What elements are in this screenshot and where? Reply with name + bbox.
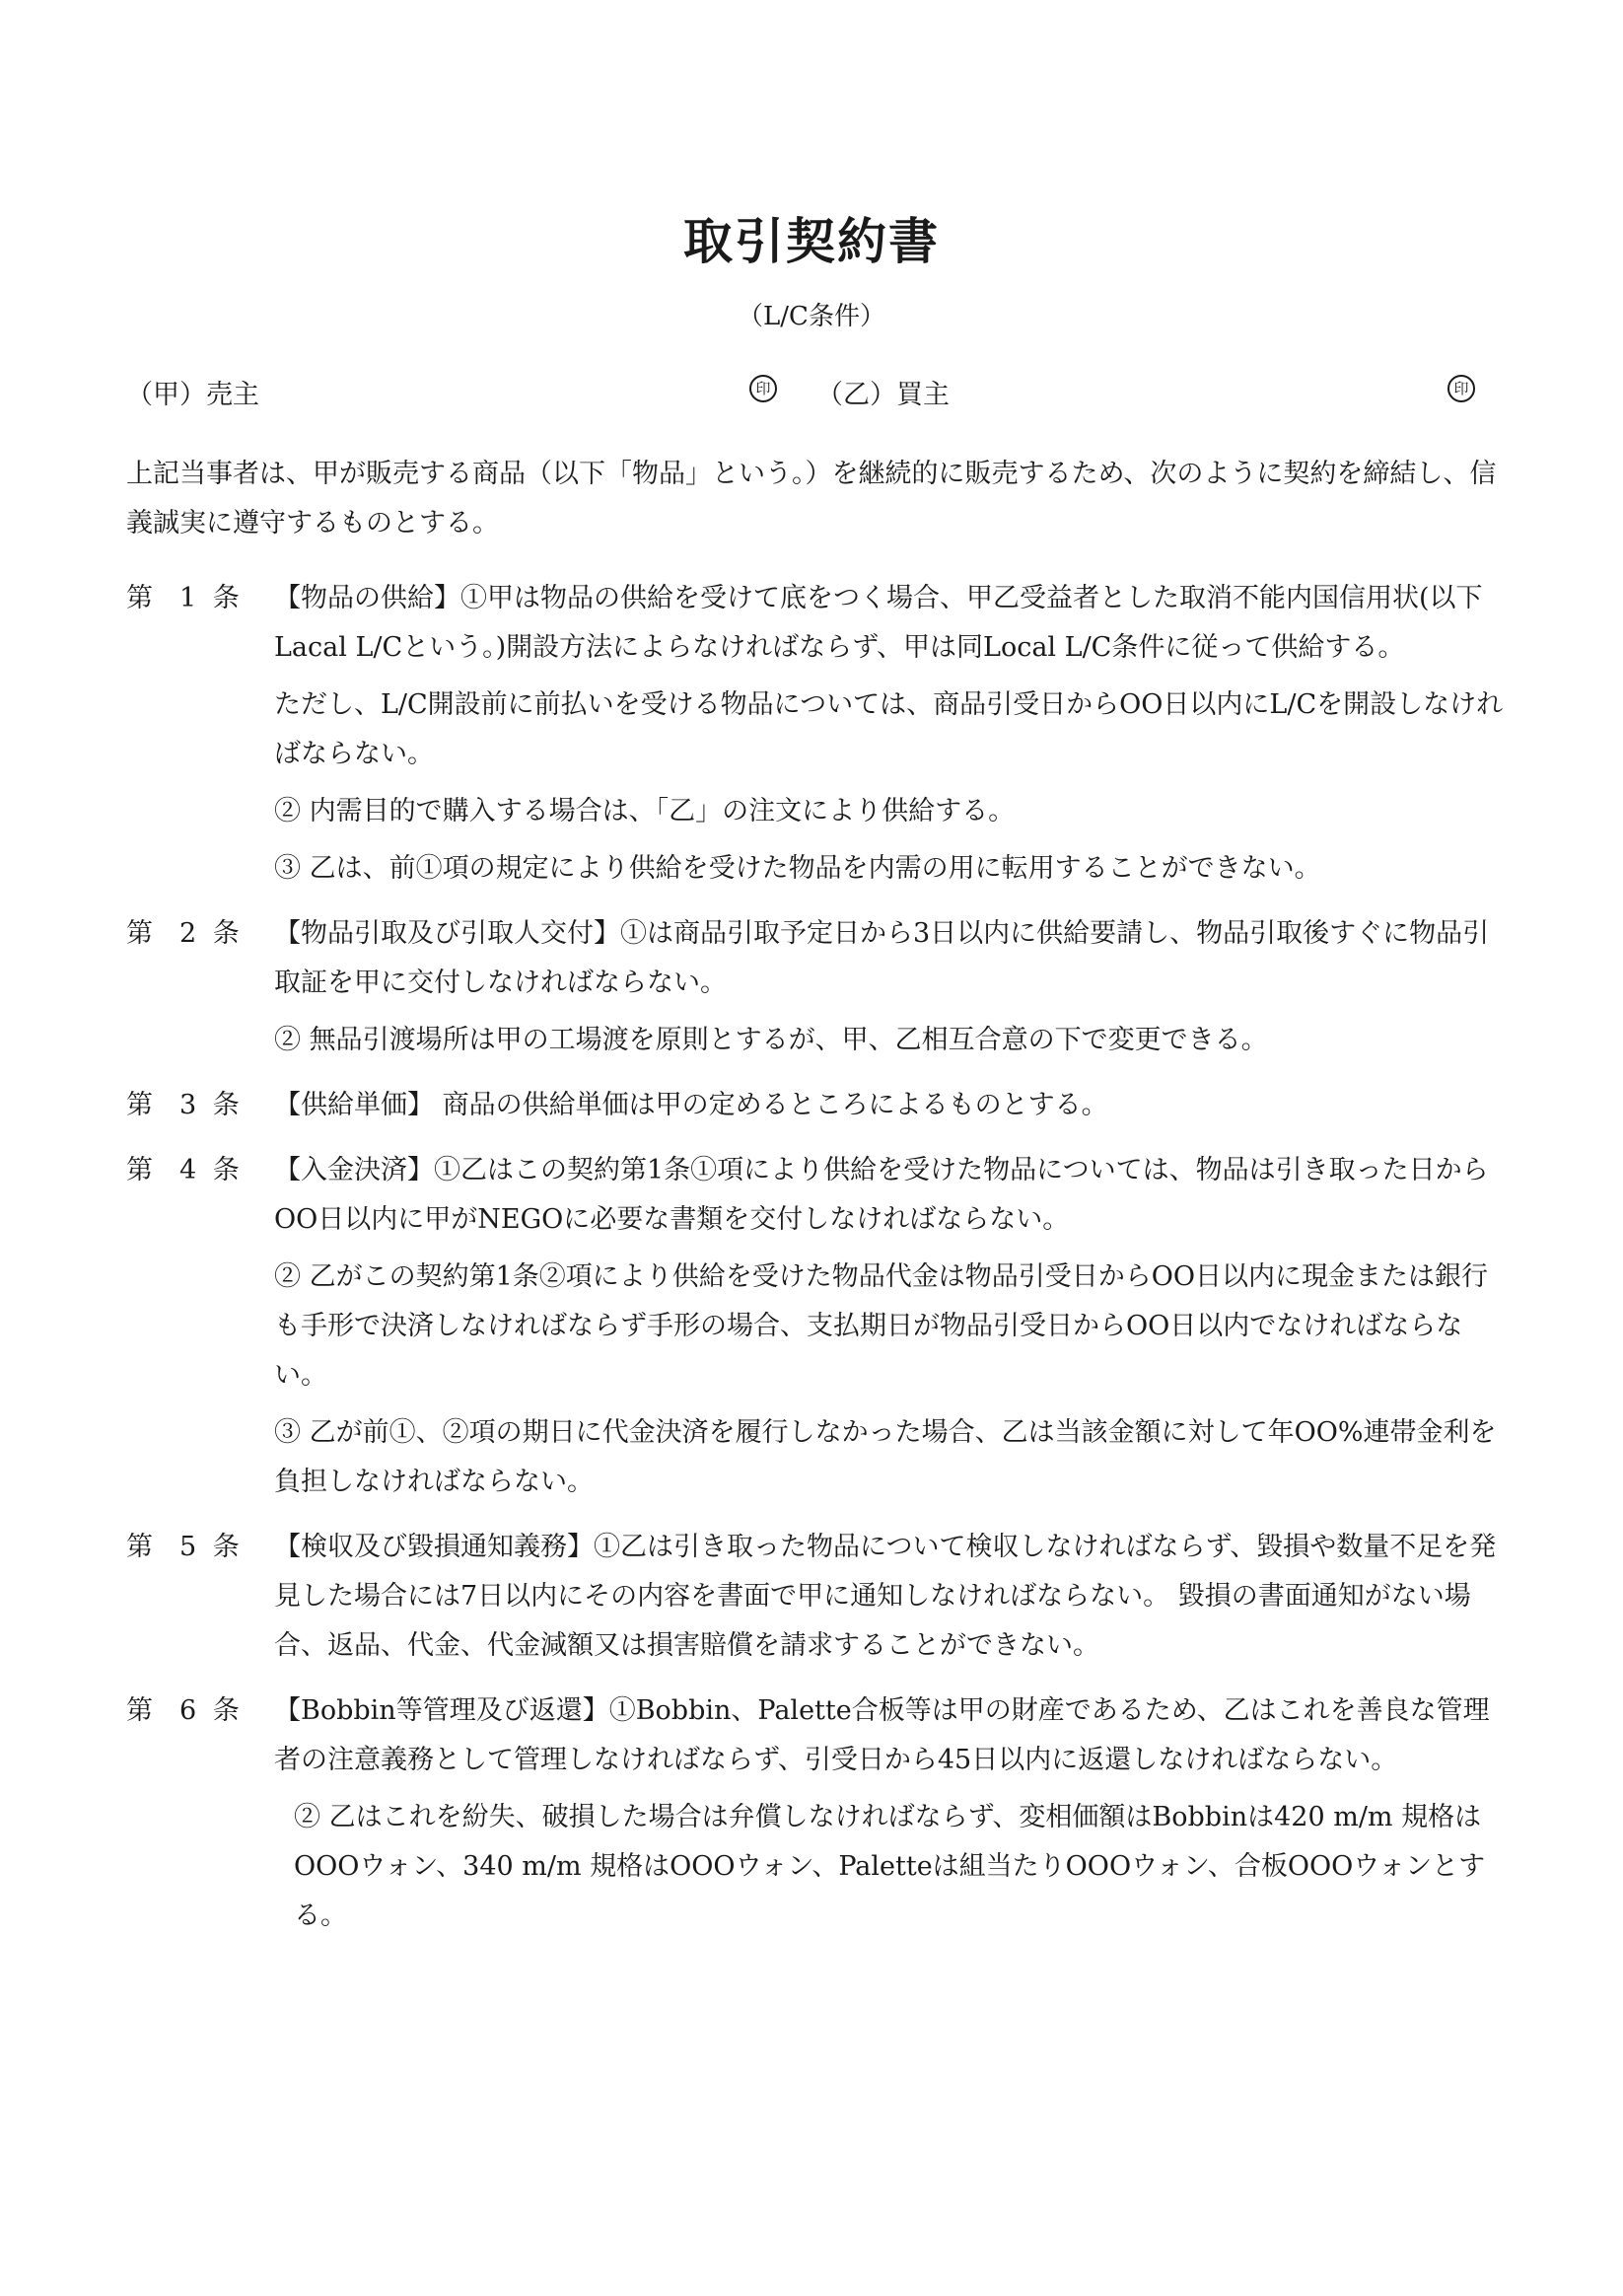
article-body: [274, 909, 1507, 1073]
article-number: 第 5 条: [126, 1532, 240, 1562]
article-paragraph: ③ 乙が前①、②項の期日に代金決済を履行しなかった場合、乙は当該金額に対して年OO%連帯金利を負担しなければならない。: [274, 1417, 1497, 1497]
buyer-label: （乙）買主: [816, 380, 950, 410]
article-body: [274, 1081, 1507, 1138]
article-paragraph: ② 乙はこれを紛失、破損した場合は弁償しなければならず、変相価額はBobbinは420 m/m 規格はOOOウォン、340 m/m 規格はOOOウォン、Paletteは組当たりOOOウォン、合板OOOウォンとする。: [294, 1802, 1486, 1931]
article-6: [126, 1686, 1507, 1949]
article-paragraph: 【検収及び毀損通知義務】①乙は引き取った物品について検収しなければならず、毀損や数量不足を発見した場合には7日以内にその内容を書面で甲に通知しなければならない。 毀損の書面通知がない場合、返品、代金、代金減額又は損害賠償を請求することができない。: [274, 1532, 1497, 1661]
article-number: 第 4 条: [126, 1155, 240, 1185]
article-paragraph: 【供給単価】 商品の供給単価は甲の定めるところによるものとする。: [274, 1090, 1108, 1120]
article-3: [126, 1081, 1507, 1138]
article-paragraph: ただし、L/C開設前に前払いを受ける物品については、商品引受日からOO日以内にL/Cを開設しなければならない。: [274, 689, 1504, 769]
articles-list: [126, 574, 1507, 1957]
article-2: [126, 909, 1507, 1073]
article-body: [274, 1146, 1507, 1515]
document-title: 取引契約書: [683, 212, 940, 270]
document-subtitle: （L/C条件）: [738, 302, 885, 331]
article-number: 第 3 条: [126, 1090, 240, 1120]
article-5: [126, 1523, 1507, 1679]
party-row: [126, 373, 1477, 412]
article-paragraph: ③ 乙は、前①項の規定により供給を受けた物品を内需の用に転用することができない。: [274, 853, 1321, 884]
article-number: 第 2 条: [126, 918, 240, 949]
article-paragraph: ② 乙がこの契約第1条②項により供給を受けた物品代金は物品引受日からOO日以内に現金または銀行も手形で決済しなければならず手形の場合、支払期日が物品引受日からOO日以内でなければならない。: [274, 1261, 1489, 1391]
article-paragraph: ② 内需目的で購入する場合は、「乙」の注文により供給する。: [274, 796, 1016, 826]
seller-seal-icon: 印: [749, 375, 777, 402]
article-paragraph: 【入金決済】①乙はこの契約第1条①項により供給を受けた物品については、物品は引き取った日からOO日以内に甲がNEGOに必要な書類を交付しなければならない。: [274, 1155, 1489, 1235]
article-body: [274, 1686, 1507, 1949]
article-paragraph: 【物品の供給】①甲は物品の供給を受けて底をつく場合、甲乙受益者とした取消不能内国信用状(以下Lacal L/Cという。)開設方法によらなければならず、甲は同Local L/C条件に従って供給する。: [274, 583, 1483, 663]
article-body: [274, 574, 1507, 901]
article-1: [126, 574, 1507, 901]
article-4: [126, 1146, 1507, 1515]
buyer-seal-icon: 印: [1447, 375, 1475, 402]
article-number: 第 1 条: [126, 583, 240, 613]
article-number: 第 6 条: [126, 1695, 240, 1726]
article-paragraph: ② 無品引渡場所は甲の工場渡を原則とするが、甲、乙相互合意の下で変更できる。: [274, 1025, 1268, 1055]
article-body: [274, 1523, 1507, 1679]
intro-paragraph: 上記当事者は、甲が販売する商品（以下「物品」という。）を継続的に販売するため、次のように契約を締結し、信義誠実に遵守するものとする。: [126, 459, 1497, 538]
article-paragraph: 【Bobbin等管理及び返還】①Bobbin、Palette合板等は甲の財産であるため、乙はこれを善良な管理者の注意義務として管理しなければならず、引受日から45日以内に返還しなければならない。: [274, 1695, 1490, 1775]
seller-label: （甲）売主: [126, 380, 259, 410]
article-paragraph: 【物品引取及び引取人交付】①は商品引取予定日から3日以内に供給要請し、物品引取後すぐに物品引取証を甲に交付しなければならない。: [274, 918, 1490, 998]
